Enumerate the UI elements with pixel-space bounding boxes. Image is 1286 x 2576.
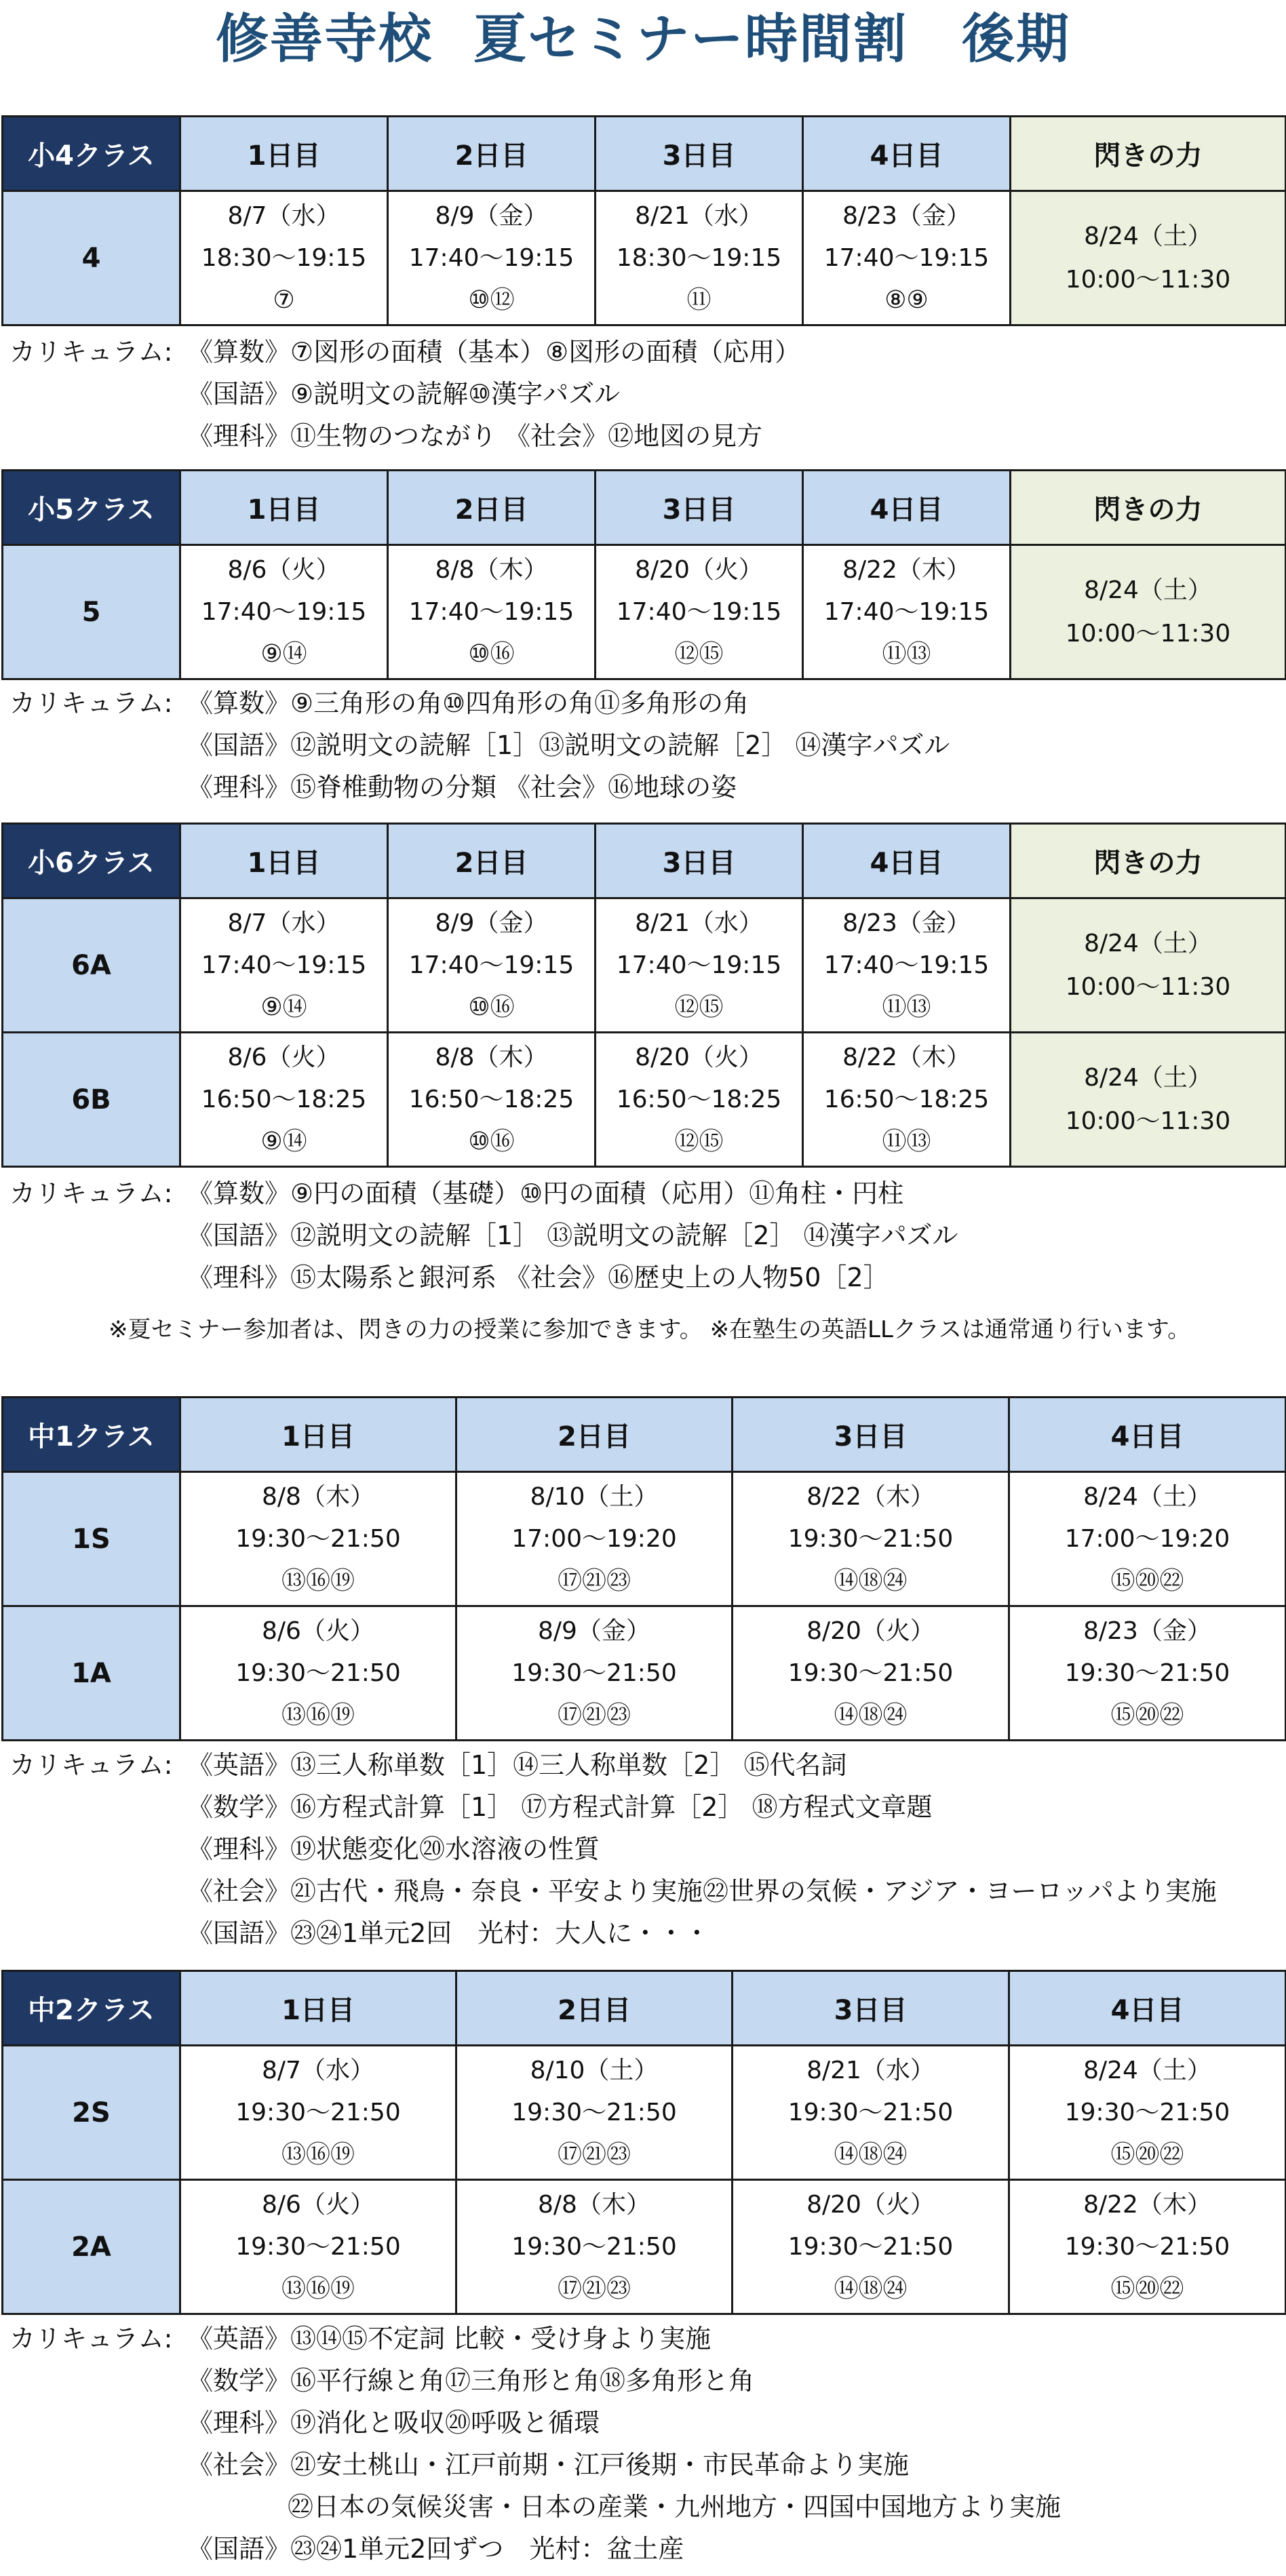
day-header: 1日目	[180, 471, 388, 545]
row-label: 6B	[3, 1033, 180, 1167]
curriculum-block: カリキュラム: 《算数》⑨円の面積（基礎）⑩円の面積（応用）⑪角柱・円柱 《国語》⑫説明文の読解［1］ ⑬説明文の読解［2］ ⑭漢字パズル 《理科》⑮太陽系と銀河系 《社会》⑯歴史上の人物50［2］	[9, 1178, 958, 1292]
day-header: 4日目	[803, 117, 1011, 191]
day-header: 1日目	[180, 1398, 456, 1472]
special-cell: 8/24（土） 10:00〜11:30	[1011, 545, 1286, 679]
schedule-cell: 8/6（火） 16:50〜18:25 ⑨⑭	[180, 1033, 388, 1167]
schedule-cell: 8/8（木） 19:30〜21:50 ⑬⑯⑲	[180, 1472, 456, 1606]
schedule-cell: 8/24（土） 17:00〜19:20 ⑮⑳㉒	[1009, 1472, 1286, 1606]
day-header: 2日目	[388, 471, 596, 545]
schedule-cell: 8/9（金） 19:30〜21:50 ⑰㉑㉓	[456, 1606, 733, 1741]
schedule-cell: 8/22（木） 19:30〜21:50 ⑭⑱㉔	[733, 1472, 1009, 1606]
schedule-cell: 8/9（金） 17:40〜19:15 ⑩⑯	[388, 898, 596, 1033]
special-cell: 8/24（土） 10:00〜11:30	[1011, 898, 1286, 1033]
schedule-cell: 8/7（水） 17:40〜19:15 ⑨⑭	[180, 898, 388, 1033]
schedule-cell: 8/8（木） 16:50〜18:25 ⑩⑯	[388, 1033, 596, 1167]
day-header: 3日目	[733, 1398, 1009, 1472]
schedule-table-grade4	[1, 115, 1286, 326]
class-label: 小6クラス	[3, 824, 180, 898]
curriculum-block: カリキュラム: 《算数》⑨三角形の角⑩四角形の角⑪多角形の角 《国語》⑫説明文の読解［1］⑬説明文の読解［2］ ⑭漢字パズル 《理科》⑮脊椎動物の分類 《社会》⑯地球の姿	[9, 688, 950, 802]
schedule-cell: 8/20（火） 16:50〜18:25 ⑫⑮	[596, 1033, 803, 1167]
day-header: 2日目	[456, 1398, 733, 1472]
row-label: 2A	[3, 2180, 180, 2314]
schedule-cell: 8/24（土） 19:30〜21:50 ⑮⑳㉒	[1009, 2046, 1286, 2180]
class-label: 小5クラス	[3, 471, 180, 545]
curriculum-block: カリキュラム: 《算数》⑦図形の面積（基本）⑧図形の面積（応用） 《国語》⑨説明文の読解⑩漢字パズル 《理科》⑪生物のつながり 《社会》⑫地図の見方	[9, 337, 801, 451]
day-header: 1日目	[180, 824, 388, 898]
schedule-cell: 8/7（水） 19:30〜21:50 ⑬⑯⑲	[180, 2046, 456, 2180]
schedule-cell: 8/9（金） 17:40〜19:15 ⑩⑫	[388, 191, 596, 325]
note-text: ※夏セミナー参加者は、閃きの力の授業に参加できます。 ※在塾生の英語LLクラスは通常通り行います。	[109, 1316, 1191, 1343]
class-label: 中2クラス	[3, 1971, 180, 2046]
schedule-cell: 8/20（火） 19:30〜21:50 ⑭⑱㉔	[733, 1606, 1009, 1741]
row-label: 4	[3, 191, 180, 325]
day-header: 3日目	[596, 117, 803, 191]
schedule-cell: 8/20（火） 19:30〜21:50 ⑭⑱㉔	[733, 2180, 1009, 2314]
schedule-cell: 8/6（火） 17:40〜19:15 ⑨⑭	[180, 545, 388, 679]
schedule-cell: 8/6（火） 19:30〜21:50 ⑬⑯⑲	[180, 2180, 456, 2314]
day-header: 1日目	[180, 1971, 456, 2046]
schedule-cell: 8/20（火） 17:40〜19:15 ⑫⑮	[596, 545, 803, 679]
special-cell: 8/24（土） 10:00〜11:30	[1011, 1033, 1286, 1167]
schedule-cell: 8/6（火） 19:30〜21:50 ⑬⑯⑲	[180, 1606, 456, 1741]
class-label: 小4クラス	[3, 117, 180, 191]
day-header: 2日目	[388, 117, 596, 191]
schedule-cell: 8/8（木） 19:30〜21:50 ⑰㉑㉓	[456, 2180, 733, 2314]
row-label: 5	[3, 545, 180, 679]
schedule-cell: 8/23（金） 17:40〜19:15 ⑧⑨	[803, 191, 1011, 325]
day-header: 1日目	[180, 117, 388, 191]
schedule-cell: 8/22（木） 17:40〜19:15 ⑪⑬	[803, 545, 1011, 679]
schedule-cell: 8/21（水） 18:30〜19:15 ⑪	[596, 191, 803, 325]
class-label: 中1クラス	[3, 1398, 180, 1472]
special-cell: 8/24（土） 10:00〜11:30	[1011, 191, 1286, 325]
schedule-table-grade6	[1, 823, 1286, 1168]
day-header: 4日目	[803, 824, 1011, 898]
day-header: 3日目	[596, 824, 803, 898]
day-header: 2日目	[388, 824, 596, 898]
schedule-table-jh1	[1, 1396, 1286, 1741]
schedule-cell: 8/10（土） 17:00〜19:20 ⑰㉑㉓	[456, 1472, 733, 1606]
curriculum-block: カリキュラム: 《英語》⑬⑭⑮不定詞 比較・受け身より実施 《数学》⑯平行線と角⑰三角形と角⑱多角形と角 《理科》⑲消化と吸収⑳呼吸と循環 《社会》㉑安土桃山・江戸前期・江戸後期・市民革命より実施 ㉒日本の気候災害・日本の産業・九州地方・四国中国地方より実施 《国語》㉓㉔1単元2回ずつ 光村：盆土産	[9, 2324, 1061, 2564]
page-title: 修善寺校 夏セミナー時間割 後期	[215, 9, 1071, 70]
schedule-table-jh2	[1, 1970, 1286, 2315]
schedule-table-grade5	[1, 469, 1286, 680]
schedule-cell: 8/23（金） 17:40〜19:15 ⑪⑬	[803, 898, 1011, 1033]
schedule-cell: 8/8（木） 17:40〜19:15 ⑩⑯	[388, 545, 596, 679]
schedule-cell: 8/21（水） 19:30〜21:50 ⑭⑱㉔	[733, 2046, 1009, 2180]
special-header: 閃きの力	[1011, 824, 1286, 898]
row-label: 2S	[3, 2046, 180, 2180]
special-header: 閃きの力	[1011, 471, 1286, 545]
row-label: 1A	[3, 1606, 180, 1741]
schedule-cell: 8/10（土） 19:30〜21:50 ⑰㉑㉓	[456, 2046, 733, 2180]
row-label: 6A	[3, 898, 180, 1033]
schedule-cell: 8/22（木） 16:50〜18:25 ⑪⑬	[803, 1033, 1011, 1167]
day-header: 3日目	[596, 471, 803, 545]
schedule-cell: 8/21（水） 17:40〜19:15 ⑫⑮	[596, 898, 803, 1033]
special-header: 閃きの力	[1011, 117, 1286, 191]
curriculum-block: カリキュラム: 《英語》⑬三人称単数［1］⑭三人称単数［2］ ⑮代名詞 《数学》⑯方程式計算［1］ ⑰方程式計算［2］ ⑱方程式文章題 《理科》⑲状態変化⑳水溶液の性質 《社会》㉑古代・飛鳥・奈良・平安より実施㉒世界の気候・アジア・ヨーロッパより実施 《国語》㉓㉔1単元2回 光村：大人に・・・	[9, 1750, 1217, 1948]
day-header: 4日目	[803, 471, 1011, 545]
schedule-cell: 8/7（水） 18:30〜19:15 ⑦	[180, 191, 388, 325]
day-header: 3日目	[733, 1971, 1009, 2046]
schedule-cell: 8/22（木） 19:30〜21:50 ⑮⑳㉒	[1009, 2180, 1286, 2314]
day-header: 4日目	[1009, 1971, 1286, 2046]
day-header: 4日目	[1009, 1398, 1286, 1472]
schedule-cell: 8/23（金） 19:30〜21:50 ⑮⑳㉒	[1009, 1606, 1286, 1741]
day-header: 2日目	[456, 1971, 733, 2046]
row-label: 1S	[3, 1472, 180, 1606]
